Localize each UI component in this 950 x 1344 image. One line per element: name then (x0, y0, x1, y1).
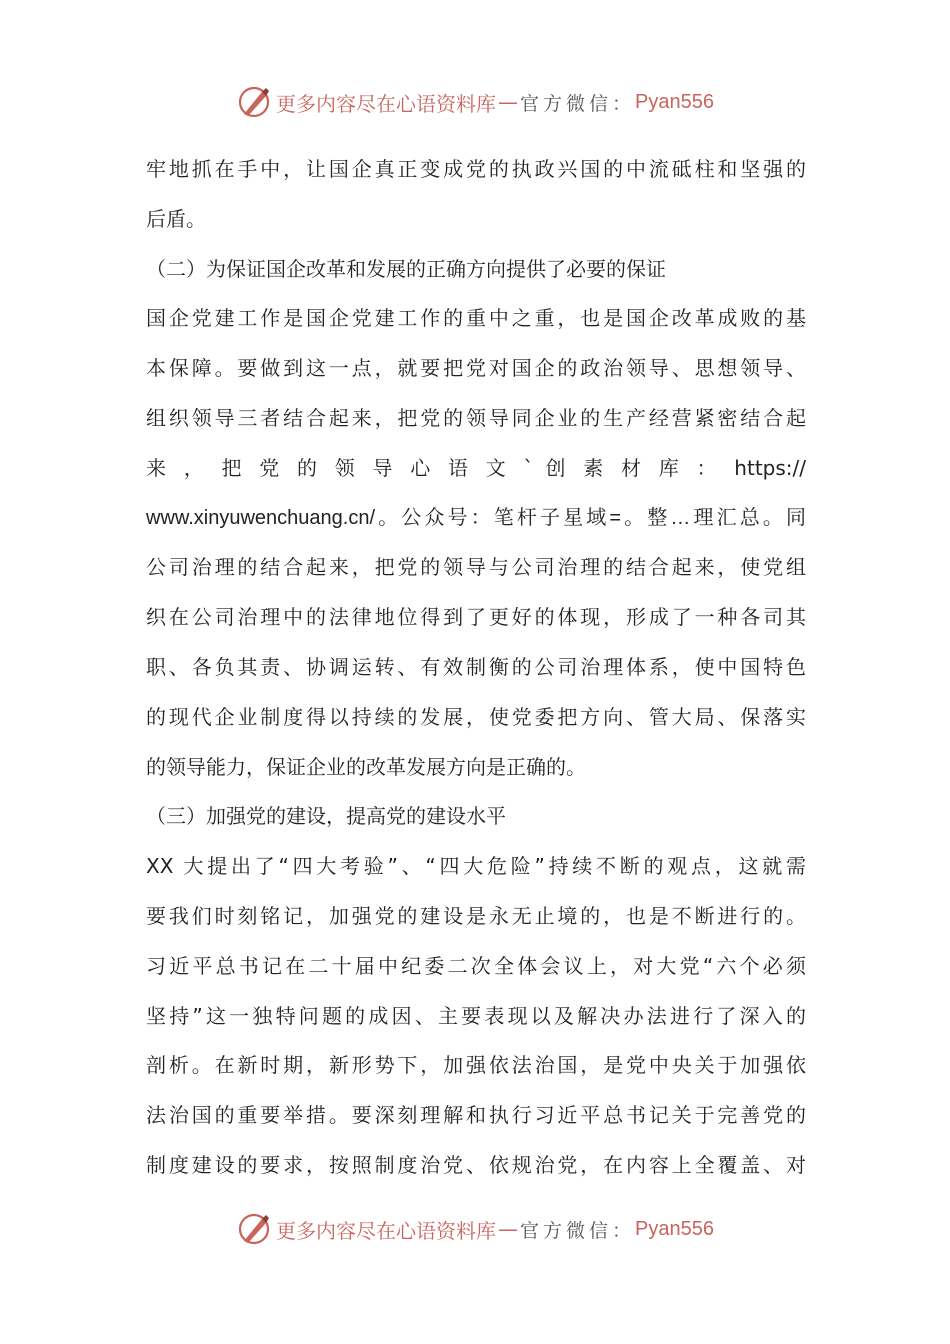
body-line: 国企党建工作是国企党建工作的重中之重，也是国企改革成败的基 (146, 306, 806, 331)
banner-dash: — (498, 1217, 518, 1241)
section-heading: （三）加强党的建设，提高党的建设水平 (146, 804, 506, 829)
body-line: 的领导能力，保证企业的改革发展方向是正确的。 (146, 754, 586, 779)
banner-dash: — (498, 90, 518, 114)
banner-text: 更多内容尽在心语资料库 (276, 91, 496, 116)
body-line: 坚持”这一独特问题的成因、主要表现以及解决办法进行了深入的 (146, 1003, 806, 1028)
body-line: 公司治理的结合起来，把党的领导与公司治理的结合起来，使党组 (146, 555, 806, 580)
body-line: 习近平总书记在二十届中纪委二次全体会议上，对大党“六个必须 (146, 953, 806, 978)
pen-logo-icon (236, 1211, 272, 1247)
wechat-id: Pyan556 (635, 1217, 714, 1240)
body-line: 织在公司治理中的法律地位得到了更好的体现，形成了一种各司其 (146, 605, 806, 630)
wechat-id: Pyan556 (635, 90, 714, 113)
body-line: 制度建设的要求，按照制度治党、依规治党，在内容上全覆盖、对 (146, 1152, 806, 1177)
document-body (146, 145, 806, 1191)
body-line: 本保障。要做到这一点，就要把党对国企的政治领导、思想领导、 (146, 356, 806, 381)
banner-text: 更多内容尽在心语资料库 (276, 1218, 496, 1243)
body-line: 的现代企业制度得以持续的发展，使党委把方向、管大局、保落实 (146, 704, 806, 729)
pen-logo-icon (236, 84, 272, 120)
wechat-label: 官方微信： (520, 1219, 636, 1242)
body-line: 剖析。在新时期，新形势下，加强依法治国，是党中央关于加强依 (146, 1053, 806, 1078)
body-line: www.xinyuwenchuang.cn/。公众号：笔杆子星域=。整…理汇总。同 (146, 506, 806, 529)
body-line: 组织领导三者结合起来，把党的领导同企业的生产经营紧密结合起 (146, 405, 806, 430)
body-line: 要我们时刻铭记，加强党的建设是永无止境的，也是不断进行的。 (146, 903, 806, 928)
body-line: XX 大提出了“四大考验”、“四大危险”持续不断的观点，这就需 (146, 854, 806, 879)
body-line: 牢地抓在手中，让国企真正变成党的执政兴国的中流砥柱和坚强的 (146, 157, 806, 181)
body-line: 后盾。 (146, 206, 206, 231)
header-banner (0, 82, 950, 122)
section-heading: （二）为保证国企改革和发展的正确方向提供了必要的保证 (146, 256, 666, 281)
body-line: 法治国的重要举措。要深刻理解和执行习近平总书记关于完善党的 (146, 1103, 806, 1128)
footer-banner (0, 1209, 950, 1249)
body-line: 职、各负其责、协调运转、有效制衡的公司治理体系，使中国特色 (146, 654, 806, 679)
wechat-label: 官方微信： (520, 92, 636, 115)
body-line: 来 ， 把 党 的 领 导 心 语 文 ` 创 素 材 库 ： https:// (146, 455, 806, 480)
